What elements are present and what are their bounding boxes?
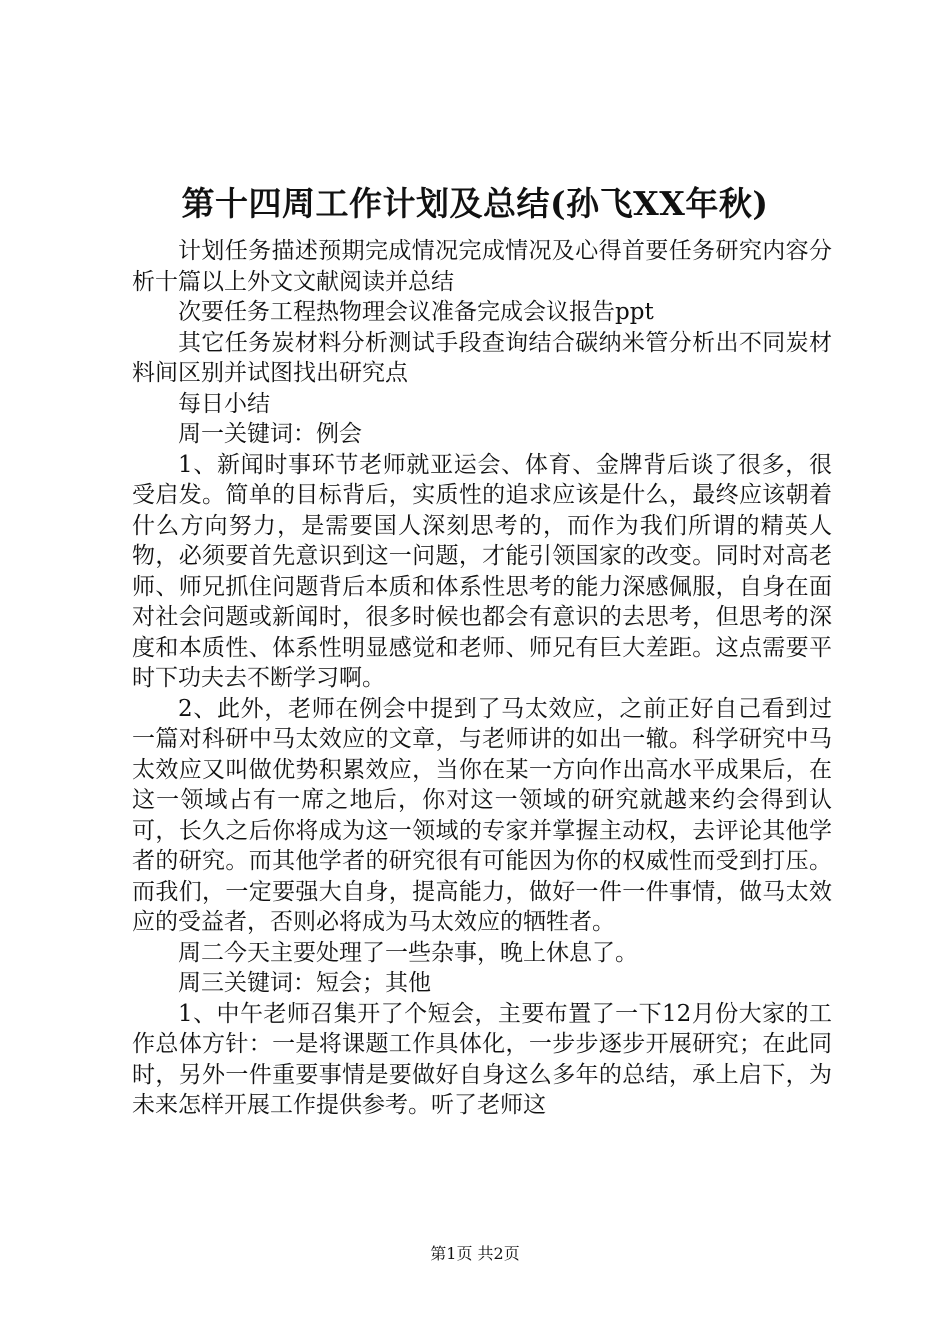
- page-number-footer: 第1页 共2页: [430, 1244, 520, 1263]
- paragraph-monday-keywords: 周一关键词：例会: [178, 421, 362, 447]
- paragraph-wednesday-item-1: 1、中午老师召集开了个短会，主要布置了一下12月份大家的工作总体方针：一是将课题工作具体化，一步步逐步开展研究；在此同时，另外一件重要事情是要做好自身这么多年的总结，承上启下，为未来怎样开展工作提供参考。听了老师这: [132, 1000, 832, 1118]
- paragraph-monday-item-2: 2、此外，老师在例会中提到了马太效应，之前正好自己看到过一篇对科研中马太效应的文章，与老师讲的如出一辙。科学研究中马太效应又叫做优势积累效应，当你在某一方向作出高水平成果后，在这一领域占有一席之地后，你对这一领域的研究就越来约会得到认可，长久之后你将成为这一领域的专家并掌握主动权，去评论其他学者的研究。而其他学者的研究很有可能因为你的权威性而受到打压。而我们，一定要强大自身，提高能力，做好一件一件事情，做马太效应的受益者，否则必将成为马太效应的牺牲者。: [132, 695, 832, 935]
- paragraph-tuesday: 周二今天主要处理了一些杂事，晚上休息了。: [178, 939, 638, 966]
- document-body: [132, 236, 832, 1121]
- paragraph-secondary-task: 次要任务工程热物理会议准备完成会议报告ppt: [178, 299, 654, 325]
- paragraph-daily-summary-heading: 每日小结: [178, 390, 270, 417]
- paragraph-primary-task: 计划任务描述预期完成情况完成情况及心得首要任务研究内容分析十篇以上外文文献阅读并总结: [132, 238, 832, 295]
- paragraph-wednesday-keywords: 周三关键词：短会；其他: [178, 970, 431, 996]
- document-title: 第十四周工作计划及总结(孙飞XX年秋): [181, 184, 769, 223]
- paragraph-other-task: 其它任务炭材料分析测试手段查询结合碳纳米管分析出不同炭材料间区别并试图找出研究点: [132, 329, 832, 386]
- paragraph-monday-item-1: 1、新闻时事环节老师就亚运会、体育、金牌背后谈了很多，很受启发。简单的目标背后，实质性的追求应该是什么，最终应该朝着什么方向努力，是需要国人深刻思考的，而作为我们所谓的精英人物，必须要首先意识到这一问题，才能引领国家的改变。同时对高老师、师兄抓住问题背后本质和体系性思考的能力深感佩服，自身在面对社会问题或新闻时，很多时候也都会有意识的去思考，但思考的深度和本质性、体系性明显感觉和老师、师兄有巨大差距。这点需要平时下功夫去不断学习啊。: [132, 451, 832, 691]
